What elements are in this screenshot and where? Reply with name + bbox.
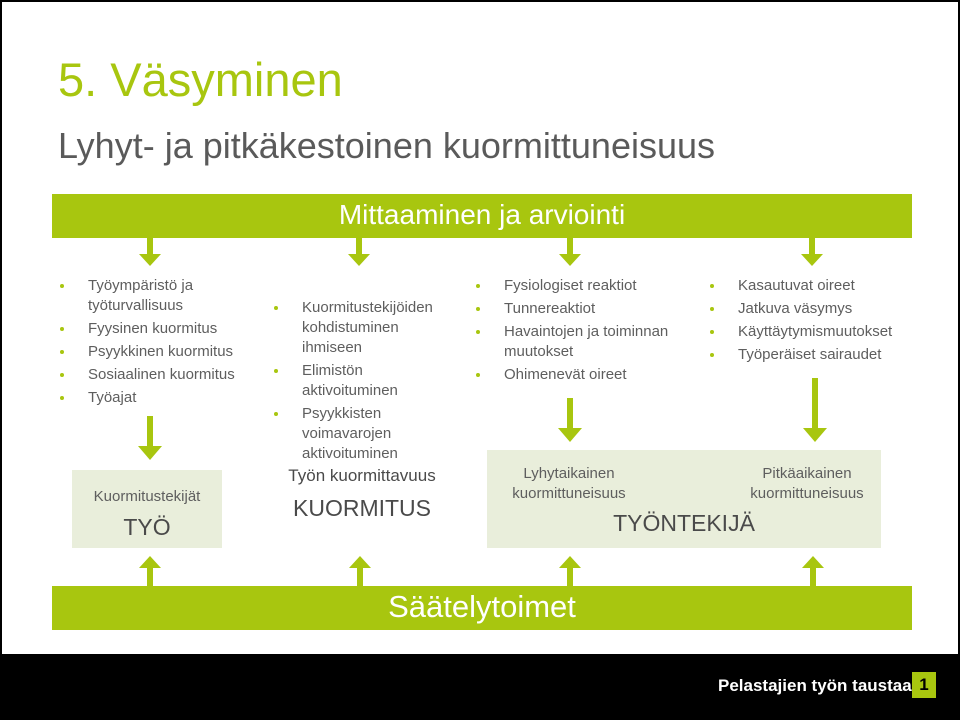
bottom-band — [52, 586, 912, 630]
footer-text: Pelastajien työn taustaa — [718, 676, 912, 695]
arrow-up-icon — [802, 556, 824, 586]
lyhyt-bullet-list — [474, 276, 694, 385]
top-band-label: Mittaaminen ja arviointi — [338, 199, 626, 230]
list-item: Jatkuva väsymys — [708, 299, 908, 319]
arrow-up-icon — [349, 556, 371, 586]
slide-subtitle: Lyhyt- ja pitkäkestoinen kuormittuneisuus — [58, 125, 715, 166]
tyo-box-title: TYÖ — [123, 514, 171, 540]
kuormitus-title: KUORMITUS — [293, 495, 431, 521]
list-item: Fysiologiset reaktiot — [474, 276, 694, 296]
list-item: Kuormitustekijöiden kohdistuminen ihmiseen — [272, 298, 457, 358]
list-item: Havaintojen ja toiminnan muutokset — [474, 322, 694, 362]
arrow-down-icon — [803, 378, 827, 444]
list-item: Sosiaalinen kuormitus — [58, 365, 238, 385]
list-item: Tunnereaktiot — [474, 299, 694, 319]
arrow-down-icon — [558, 398, 582, 444]
tyontekija-title: TYÖNTEKIJÄ — [613, 510, 755, 536]
list-item: Kasautuvat oireet — [708, 276, 908, 296]
list-item: Fyysinen kuormitus — [58, 319, 238, 339]
lyhyt-box-label: Lyhytaikainen kuormittuneisuus — [512, 465, 626, 502]
arrow-up-icon — [139, 556, 161, 586]
list-item: Ohimenevät oireet — [474, 365, 694, 385]
list-item: Työperäiset sairaudet — [708, 345, 908, 365]
arrow-down-icon — [139, 238, 161, 268]
pitka-box-label: Pitkäaikainen kuormittuneisuus — [750, 465, 864, 502]
slide-title: 5. Väsyminen — [58, 53, 343, 106]
kuormitus-label: Työn kuormittavuus — [288, 466, 436, 485]
tyo-bullet-list — [58, 276, 238, 408]
tyo-box-label: Kuormitustekijät — [93, 488, 201, 505]
arrow-up-icon — [559, 556, 581, 586]
list-item: Työajat — [58, 388, 238, 408]
pitka-bullet-list — [708, 276, 908, 365]
list-item: Psyykkisten voimavarojen aktivoituminen — [272, 404, 457, 464]
page-number: 1 — [912, 672, 936, 698]
list-item: Työympäristö ja työturvallisuus — [58, 276, 238, 316]
kuormitus-bullet-list — [272, 298, 457, 464]
tyo-box — [72, 470, 222, 548]
list-item: Käyttäytymismuutokset — [708, 322, 908, 342]
arrow-down-icon — [801, 238, 823, 268]
arrow-down-icon — [559, 238, 581, 268]
list-item: Elimistön aktivoituminen — [272, 361, 457, 401]
arrow-down-icon — [138, 416, 162, 462]
top-band — [52, 194, 912, 238]
list-item: Psyykkinen kuormitus — [58, 342, 238, 362]
tyontekija-box — [487, 450, 881, 548]
bottom-band-label: Säätelytoimet — [388, 589, 576, 624]
arrow-down-icon — [348, 238, 370, 268]
